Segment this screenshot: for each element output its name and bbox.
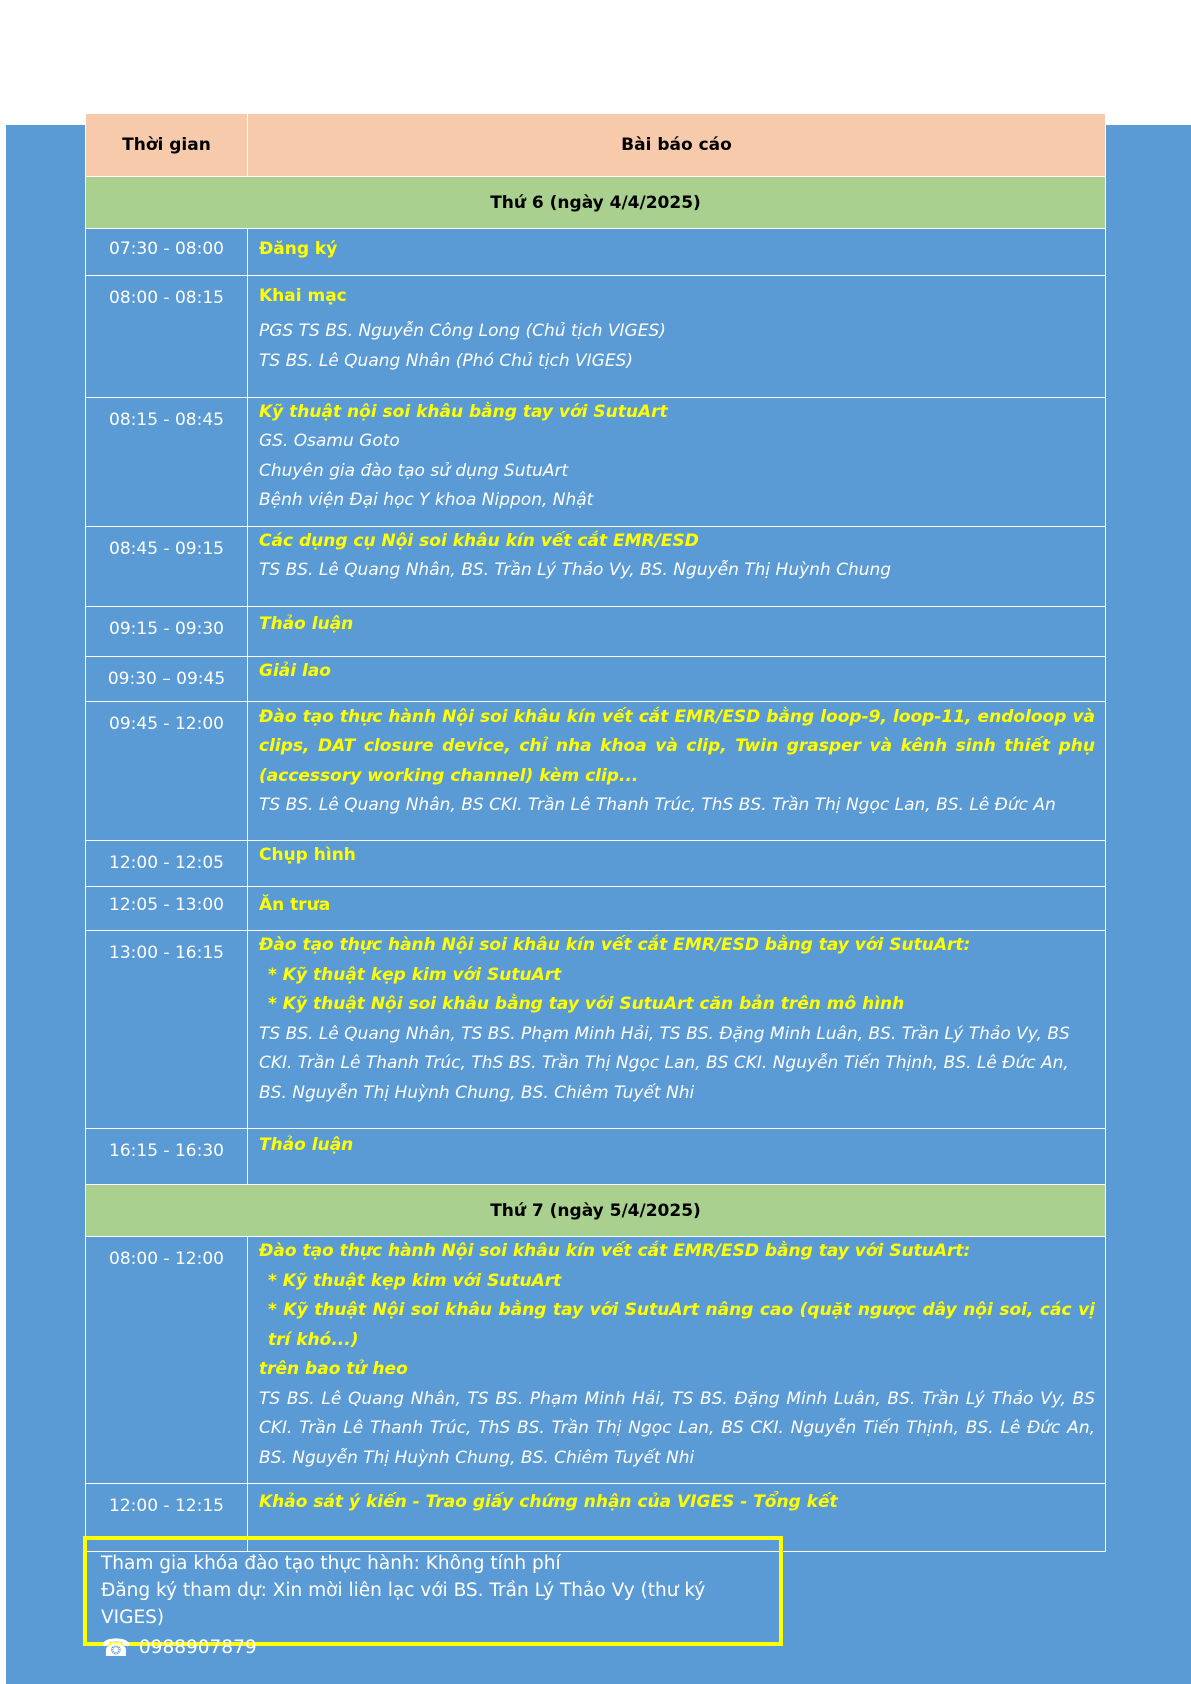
table-row (86, 931, 1106, 1129)
topic-cell (248, 526, 1106, 606)
register-text: Đăng ký tham dự: Xin mời liên lạc với BS. Trần Lý Thảo Vy (thư ký VIGES) (101, 1580, 706, 1628)
sub-topic-continued: trên bao tử heo (259, 1359, 408, 1379)
time-cell: 12:00 - 12:15 (86, 1484, 248, 1552)
table-row (86, 606, 1106, 656)
time-cell: 08:15 - 08:45 (86, 397, 248, 526)
topic-cell (248, 229, 1106, 276)
sub-topic: * Kỹ thuật kẹp kim với SutuArt (268, 1270, 562, 1291)
speaker-line: TS BS. Lê Quang Nhân, TS BS. Phạm Minh Hải, TS BS. Đặng Minh Luân, BS. Trần Lý Thảo Vy, BS CKI. Trần Lê Thanh Trúc, ThS BS. Trần Thị Ngọc Lan, BS CKI. Nguyễn Tiến Thịnh, BS. Lê Đức An, BS. Nguyễn Thị Huỳnh Chung, BS. Chiêm Tuyết Nhi (259, 1023, 1070, 1103)
speaker-line: Bệnh viện Đại học Y khoa Nippon, Nhật (259, 490, 594, 510)
speaker-line: PGS TS BS. Nguyễn Công Long (Chủ tịch VIGES) (259, 321, 666, 341)
day-label: Thứ 7 (ngày 5/4/2025) (86, 1185, 1106, 1237)
topic-cell (248, 1129, 1106, 1185)
topic-cell (248, 931, 1106, 1129)
topic-title: Chụp hình (259, 844, 356, 865)
time-cell: 09:30 – 09:45 (86, 656, 248, 701)
speaker-line: GS. Osamu Goto (259, 431, 400, 451)
topic-cell (248, 275, 1106, 397)
time-cell: 09:15 - 09:30 (86, 606, 248, 656)
topic-cell (248, 886, 1106, 931)
time-cell: 12:00 - 12:05 (86, 840, 248, 886)
topic-title: Kỹ thuật nội soi khâu bằng tay với SutuArt (259, 401, 668, 422)
time-cell: 07:30 - 08:00 (86, 229, 248, 276)
topic-cell (248, 656, 1106, 701)
sub-topic: * Kỹ thuật Nội soi khâu bằng tay với SutuArt nâng cao (quặt ngược dây nội soi, các vị trí khó...) (268, 1300, 1095, 1350)
topic-title: Khai mạc (259, 285, 347, 306)
topic-cell (248, 701, 1106, 840)
topic-title: Đăng ký (259, 239, 338, 259)
topic-cell (248, 840, 1106, 886)
time-cell: 16:15 - 16:30 (86, 1129, 248, 1185)
table-row (86, 526, 1106, 606)
registration-info-box (83, 1536, 783, 1662)
table-row (86, 701, 1106, 840)
topic-title: Đào tạo thực hành Nội soi khâu kín vết cắt EMR/ESD bằng tay với SutuArt: (259, 935, 971, 955)
table-row (86, 656, 1106, 701)
topic-title: Ăn trưa (259, 894, 331, 915)
table-row (86, 886, 1106, 931)
time-cell: 09:45 - 12:00 (86, 701, 248, 840)
speaker-line: TS BS. Lê Quang Nhân, BS CKI. Trần Lê Thanh Trúc, ThS BS. Trần Thị Ngọc Lan, BS. Lê Đức An (259, 795, 1056, 815)
table-row (86, 1129, 1106, 1185)
table-row (86, 840, 1106, 886)
speaker-line: TS BS. Lê Quang Nhân (Phó Chủ tịch VIGES) (259, 350, 633, 371)
topic-cell (248, 397, 1106, 526)
time-cell: 08:00 - 12:00 (86, 1237, 248, 1484)
topic-title: Thảo luận (259, 613, 354, 634)
speaker-line: Chuyên gia đào tạo sử dụng SutuArt (259, 460, 569, 481)
topic-title: Khảo sát ý kiến - Trao giấy chứng nhận của VIGES - Tổng kết (259, 1492, 838, 1512)
table-row (86, 1237, 1106, 1484)
schedule-table (85, 113, 1106, 1552)
topic-cell (248, 1237, 1106, 1484)
topic-title: Thảo luận (259, 1135, 354, 1155)
time-cell: 08:45 - 09:15 (86, 526, 248, 606)
telephone-icon: ☎ (101, 1633, 131, 1662)
topic-title: Các dụng cụ Nội soi khâu kín vết cắt EMR/ESD (259, 530, 699, 551)
day-row-saturday (86, 1185, 1106, 1237)
topic-title: Đào tạo thực hành Nội soi khâu kín vết cắt EMR/ESD bằng tay với SutuArt: (259, 1241, 971, 1261)
phone-number[interactable]: 0988907879 (138, 1637, 257, 1658)
time-cell: 08:00 - 08:15 (86, 275, 248, 397)
day-row-friday (86, 177, 1106, 229)
table-row (86, 229, 1106, 276)
day-label: Thứ 6 (ngày 4/4/2025) (86, 177, 1106, 229)
table-row (86, 275, 1106, 397)
table-header (86, 114, 1106, 177)
topic-cell (248, 606, 1106, 656)
time-column-header: Thời gian (86, 114, 248, 177)
topic-title: Giải lao (259, 660, 331, 681)
fee-text: Tham gia khóa đào tạo thực hành: Không tính phí (101, 1553, 561, 1574)
speaker-line: TS BS. Lê Quang Nhân, TS BS. Phạm Minh Hải, TS BS. Đặng Minh Luân, BS. Trần Lý Thảo Vy, BS CKI. Trần Lê Thanh Trúc, ThS BS. Trần Thị Ngọc Lan, BS CKI. Nguyễn Tiến Thịnh, BS. Lê Đức An, BS. Nguyễn Thị Huỳnh Chung, BS. Chiêm Tuyết Nhi (259, 1388, 1095, 1468)
time-cell: 13:00 - 16:15 (86, 931, 248, 1129)
phone-line (101, 1634, 765, 1661)
time-cell: 12:05 - 13:00 (86, 886, 248, 931)
topic-column-header: Bài báo cáo (248, 114, 1106, 177)
table-row (86, 397, 1106, 526)
sub-topic: * Kỹ thuật Nội soi khâu bằng tay với SutuArt căn bản trên mô hình (268, 994, 905, 1014)
sub-topic: * Kỹ thuật kẹp kim với SutuArt (268, 964, 562, 985)
topic-title: Đào tạo thực hành Nội soi khâu kín vết cắt EMR/ESD bằng loop-9, loop-11, endoloop và clips, DAT closure device, chỉ nha khoa và clip, Twin grasper và kênh sinh thiết phụ (accessory working channel) kèm clip... (259, 706, 1095, 786)
speaker-line: TS BS. Lê Quang Nhân, BS. Trần Lý Thảo Vy, BS. Nguyễn Thị Huỳnh Chung (259, 560, 892, 580)
